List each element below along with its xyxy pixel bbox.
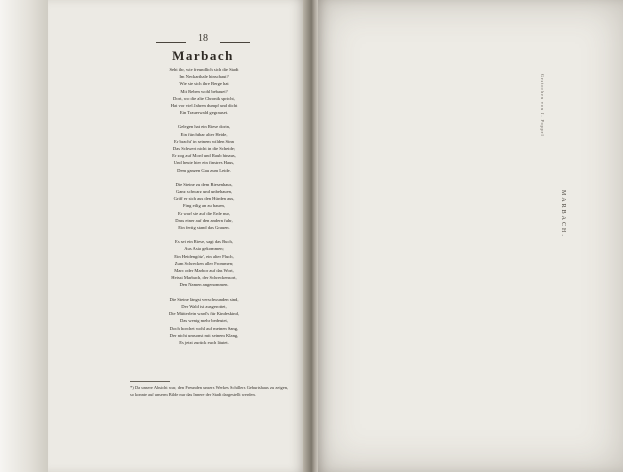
poem-line: Dort, wo die alte Chronik spricht, xyxy=(173,95,235,101)
poem-line: Wie sie sich ihre Berge hat xyxy=(179,81,229,87)
poem-line: Die Steine längst verschwunden sind, xyxy=(169,296,239,302)
poem-line: Das Schwert nicht in die Scheide; xyxy=(172,146,236,152)
poem-line: Zum Schrecken aller Frommen; xyxy=(174,260,234,266)
poem-line: Ein Trauerwald gegrauset. xyxy=(179,110,229,116)
poem-line: Griff er sich aus den Hürden aus, xyxy=(173,196,235,202)
poem-line: Gelegen hat ein Riese dorin, xyxy=(177,124,231,130)
page-edge-left xyxy=(0,0,48,472)
poem-line: Es jetzt zurück euch läutet. xyxy=(179,339,229,345)
poem-line: Die Mütterlein ward's für Kindeskind, xyxy=(168,311,240,317)
poem-line: Es sei ein Riese, sagt das Buch, xyxy=(175,239,233,245)
poem-line: Ein fertig stand das Grauen. xyxy=(178,225,230,231)
poem-line: Fing eilig an zu bauen, xyxy=(183,203,225,209)
stanza xyxy=(134,66,274,116)
poem-line: Ein fürchtbar alter Heide, xyxy=(180,131,228,137)
scan-vignette xyxy=(318,0,623,472)
poem-line: Er zog auf Mord und Raub hinaus, xyxy=(172,153,236,159)
plate-engraver-credit: Gestochen von J. Poppel xyxy=(540,74,545,137)
poem-line: Und heute hier ein finstres Haus, xyxy=(173,160,235,166)
poem-line: Der Wald ist ausgerottet, xyxy=(181,303,227,309)
book-gutter xyxy=(303,0,319,472)
poem-line: Heisst Marbach, der Schreckensort, xyxy=(171,275,237,281)
poem-line: Den Namen angenommen. xyxy=(179,282,229,288)
poem-line: Die Steine zu dem Riesenhaus, xyxy=(175,181,233,187)
poem-line: Hat vor viel Jahren dumpf und dicht xyxy=(170,103,238,109)
poem-line: Dass einer auf den andern fuhr, xyxy=(175,217,233,223)
poem-line: Marc oder Marbor auf das Wort, xyxy=(174,268,234,274)
stanza xyxy=(134,296,274,346)
footnote-separator xyxy=(130,381,170,382)
stanza xyxy=(134,123,274,173)
poem-line: Dem ganzen Gau zum Leide. xyxy=(177,167,231,173)
poem-line: Ein Heidengötz', ein alter Fluch, xyxy=(174,253,234,259)
poem-line: Seht ihr, wie freundlich sich die Stadt xyxy=(169,67,239,72)
poem-title: Marbach xyxy=(172,48,234,63)
stanza xyxy=(134,238,274,288)
poem-line: Der nicht umsonst mit seinem Klang, xyxy=(169,332,239,338)
left-page xyxy=(48,0,303,472)
poem-line: Aus Asia gekommen; xyxy=(184,246,224,252)
poem-line: Er bracht' in seinem wilden Sinn xyxy=(174,138,234,144)
footnote: *) Da unsere Absicht war, den Freunden unsers Werkes Schillers Geburtshaus zu zeigen, so konnte auf unserm Bilde nur das Innere der Stadt dargestellt werden. xyxy=(130,385,288,397)
poem-line: Im Neckarthale hinschaut? xyxy=(179,74,229,80)
poem-line: Er warf sie auf die Erde nur, xyxy=(178,210,230,216)
plate-caption: MARBACH. xyxy=(560,190,566,238)
poem-body xyxy=(134,66,274,353)
poem-line: Das wenig mehr bedeutet, xyxy=(180,318,228,324)
folio-rule-left xyxy=(156,42,186,43)
stanza xyxy=(134,181,274,231)
poem-line: Mit Reben wohl bebauet? xyxy=(180,88,228,94)
page-number: 18 xyxy=(198,33,208,44)
folio-rule-right xyxy=(220,42,250,43)
poem-line: Ganz schwarz und unbehauen, xyxy=(175,189,233,195)
poem-line: Doch horchet wohl auf meinen Sang, xyxy=(169,325,239,331)
right-page xyxy=(318,0,623,472)
